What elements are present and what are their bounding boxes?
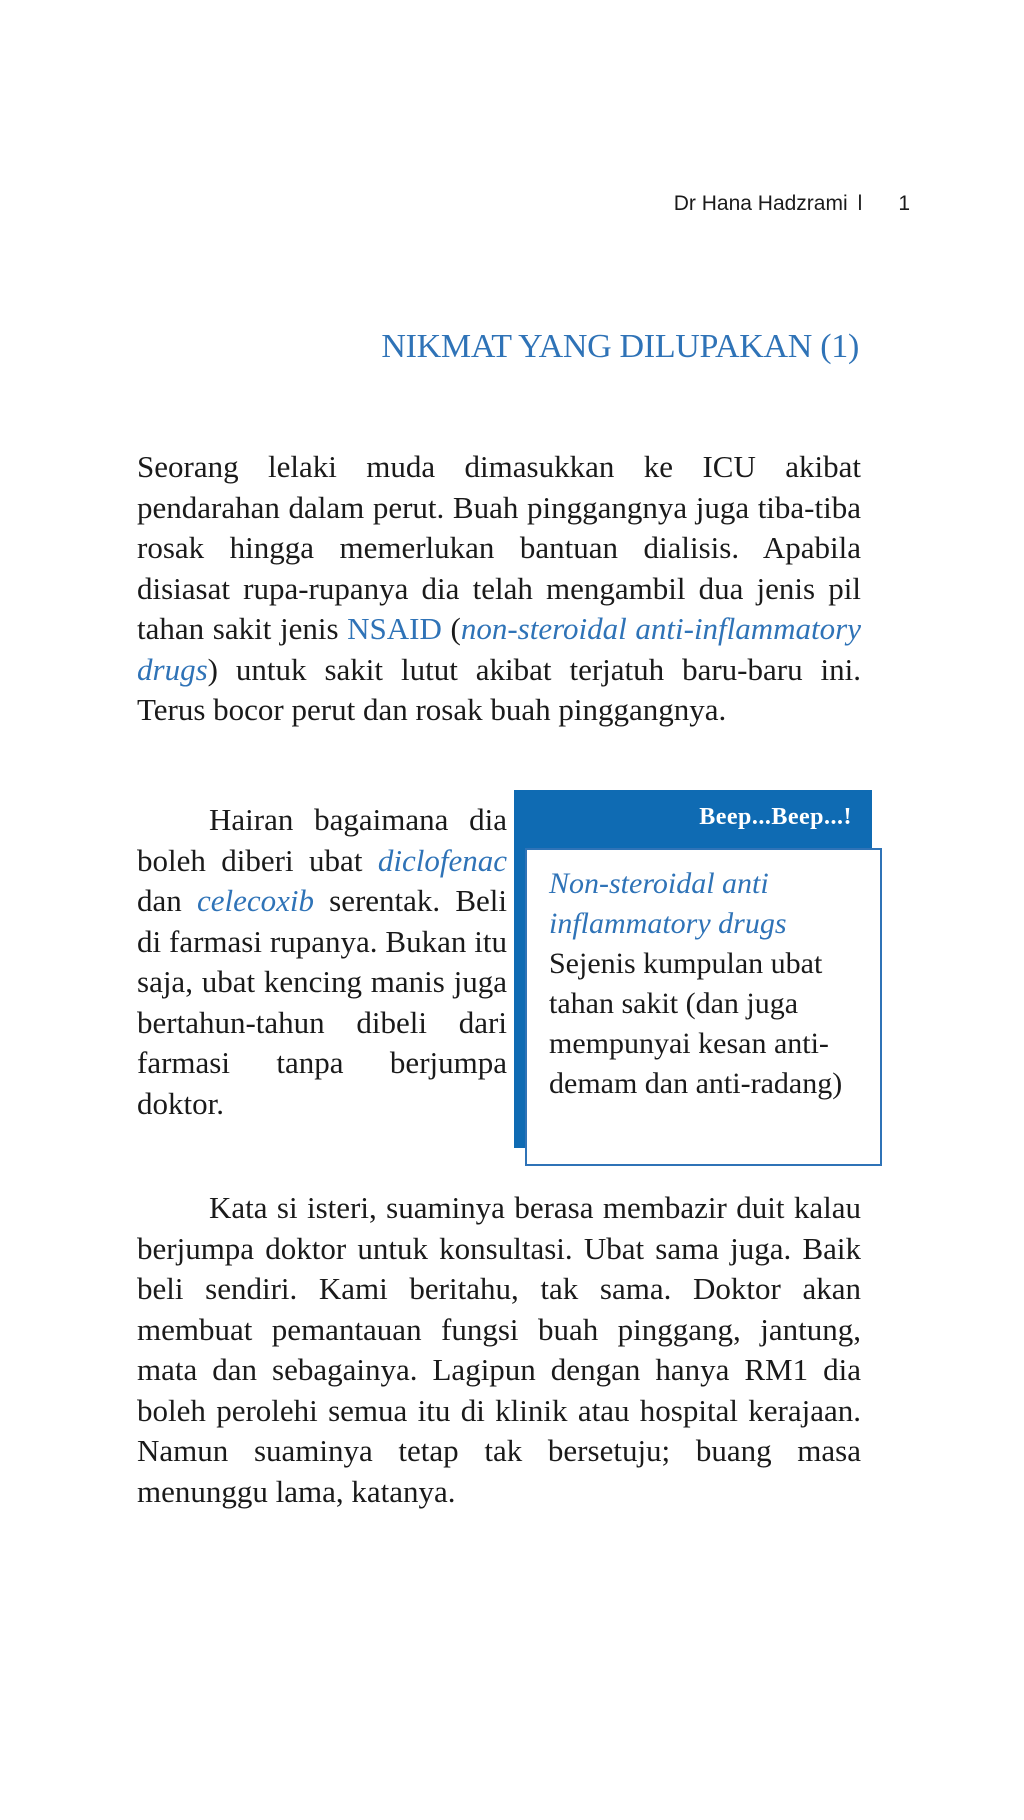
paragraph-2-text-a: Hairan bagaimana dia boleh diberi ubat xyxy=(137,802,507,878)
callout-definition: Sejenis kumpulan ubat tahan sakit (dan juga mempunyai kesan anti-demam dan anti-radang) xyxy=(549,947,843,1100)
nsaid-acronym: NSAID xyxy=(347,611,442,646)
drug-celecoxib: celecoxib xyxy=(196,883,314,918)
paragraph-3: Kata si isteri, suaminya berasa membazir duit kalau berjumpa doktor untuk konsultasi. Ubat sama juga. Baik beli sendiri. Kami beritahu, tak sama. Doktor akan membuat pemantauan fungsi buah pinggang, jantung, mata dan sebagainya. Lagipun dengan hanya RM1 dia boleh perolehi semua itu di klinik atau hospital kerajaan. Namun suaminya tetap tak bersetuju; buang masa menunggu lama, katanya. xyxy=(137,1190,861,1509)
paragraph-1-text-b: ) untuk sakit lutut akibat terjatuh baru-baru ini. Terus bocor perut dan rosak buah pinggangnya. xyxy=(137,651,861,727)
running-head xyxy=(674,192,910,216)
open-paren: ( xyxy=(441,611,461,646)
paragraph-1-text-a: Seorang lelaki muda dimasukkan ke ICU akibat pendarahan dalam perut. Buah pinggangnya juga tiba-tiba rosak hingga memerlukan bantuan dialisis. Apabila disiasat rupa-rupanya dia telah mengambil dua jenis pil tahan sakit jenis xyxy=(137,449,861,646)
callout-box xyxy=(525,848,882,1166)
author-name: Dr Hana Hadzrami xyxy=(673,192,848,215)
paragraph-2-and: dan xyxy=(137,883,197,918)
paragraph-2-text-b: serentak. Beli di farmasi rupanya. Bukan itu saja, ubat kencing manis juga bertahun-tahun dibeli dari farmasi tanpa berjumpa doktor. xyxy=(137,883,507,1121)
drug-diclofenac: diclofenac xyxy=(377,842,507,878)
callout-term: Non-steroidal anti inflammatory drugs xyxy=(549,867,787,940)
paragraph-1 xyxy=(137,447,861,731)
nsaid-expansion: non-steroidal anti-inflammatory drugs xyxy=(137,611,861,687)
page-number: 1 xyxy=(898,192,910,215)
callout-header: Beep...Beep...! xyxy=(514,790,872,842)
header-separator: l xyxy=(857,192,863,215)
chapter-title: NIKMAT YANG DILUPAKAN (1) xyxy=(381,328,859,365)
paragraph-2 xyxy=(137,800,507,1124)
